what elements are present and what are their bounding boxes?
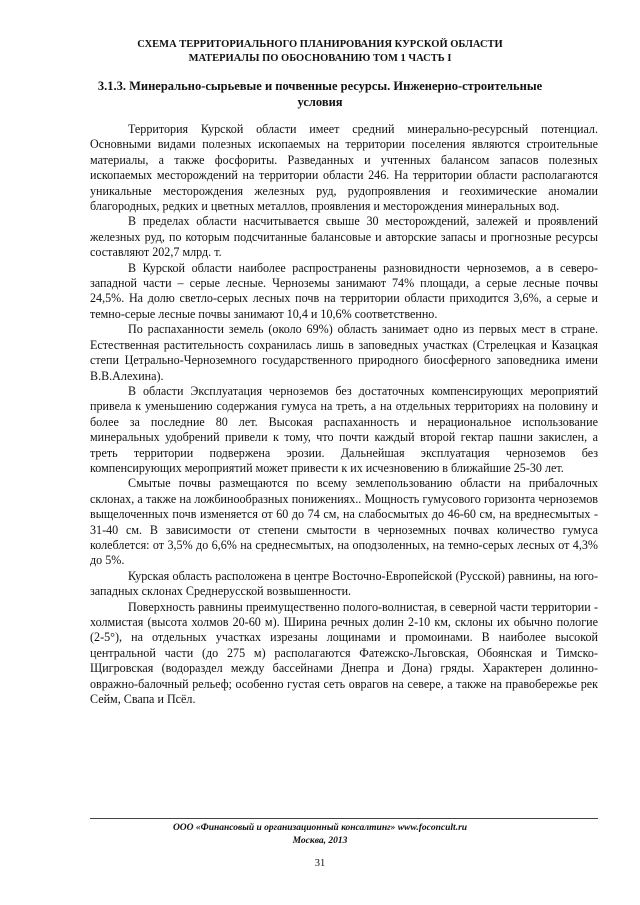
paragraph: Курская область расположена в центре Восточно-Европейской (Русской) равнины, на юго-западных склонах Среднерусской возвышенности. [90,568,598,599]
body-text [90,122,598,707]
header-subtitle-line: МАТЕРИАЛЫ ПО ОБОСНОВАНИЮ ТОМ 1 ЧАСТЬ I [188,53,452,64]
paragraph: В Курской области наиболее распространены разновидности черноземов, а в северо-западной части – серые лесные. Черноземы занимают 74% площади, а серые лесные почвы 24,5%. На долю светло-серых лесных почв на территории области приходится 3,6%, а серые и темно-серые лесные почвы занимают 10,4 и 10,6% соответственно. [90,260,598,321]
paragraph: В пределах области насчитывается свыше 30 месторождений, залежей и проявлений железных руд, по которым подсчитанные балансовые и авторские запасы и прогнозные ресурсы составляют 202,7 млрд. т. [90,214,598,260]
paragraph: По распаханности земель (около 69%) область занимает одно из первых мест в стране. Естественная растительность сохранилась лишь в заповедных участках (Стрелецкая и Казацкая степи Цетрально-Черноземного государственного природного биосферного заповедника имени В.В.Алехина). [90,322,598,383]
section-title: 3.1.3. Минерально-сырьевые и почвенные ресурсы. Инженерно-строительные условия [97,79,543,109]
footer-company: ООО «Финансовый и организационный консалтинг» www.foconcult.ru [172,823,468,833]
running-header [80,38,560,66]
page-number: 31 [314,858,326,869]
footer [80,822,560,848]
paragraph: В области Эксплуатация черноземов без достаточных компенсирующих мероприятий привела к уменьшению содержания гумуса на треть, а на отдельных территориях на половину и более за последние 80 лет. Высокая распаханность и нерациональное использование минеральных удобрений привели к тому, что почти каждый второй гектар пашни закислен, а треть территории подвержена эрозии. Дальнейшая эксплуатация черноземов без компенсирующих мероприятий может привести к их исчезновению в ближайшие 25-30 лет. [90,383,598,475]
header-title-line: СХЕМА ТЕРРИТОРИАЛЬНОГО ПЛАНИРОВАНИЯ КУРСКОЙ ОБЛАСТИ [137,39,503,50]
paragraph: Территория Курской области имеет средний минерально-ресурсный потенциал. Основными видами полезных ископаемых на территории поселения являются строительные материалы, а также фосфориты. Разведанных и учтенных балансом запасов полезных ископаемых месторождений на территории области 246. На территории области располагаются уникальные месторождения железных руд, рудопроявления и геохимические аномалии благородных, редких и цветных металлов, проявления и месторождения минеральных вод. [90,122,598,214]
footer-divider [90,818,598,819]
paragraph: Поверхность равнины преимущественно полого-волнистая, в северной части территории - холмистая (высота холмов 20-60 м). Ширина речных долин 2-10 км, склоны их обычно пологие (2-5°), на отдельных участках изрезаны лощинами и промоинами. В наиболее высокой центральной части (до 275 м) располагаются Фатежско-Льговская, Обоянская и Тимско-Щигровская (водораздел между бассейнами Днепра и Дона) гряды. Характерен долинно-овражно-балочный рельеф; особенно густая сеть оврагов на севере, а также на правобережье рек Сейм, Свапа и Псёл. [90,599,598,707]
paragraph: Смытые почвы размещаются по всему землепользованию области на прибалочных склонах, а также на ложбинообразных понижениях.. Мощность гумусового горизонта черноземов выщелоченных почв изменяется от 60 до 74 см, на слабосмытых до 46-60 см, на вреднесмытых - 31-40 см. В зависимости от степени смытости в черноземных почвах количество гумуса колеблется: от 3,5% до 6,6% на среднесмытых, на оподзоленных, на темно-серых лесных от 4,3% до 5%. [90,476,598,568]
footer-city-year: Москва, 2013 [292,836,348,846]
